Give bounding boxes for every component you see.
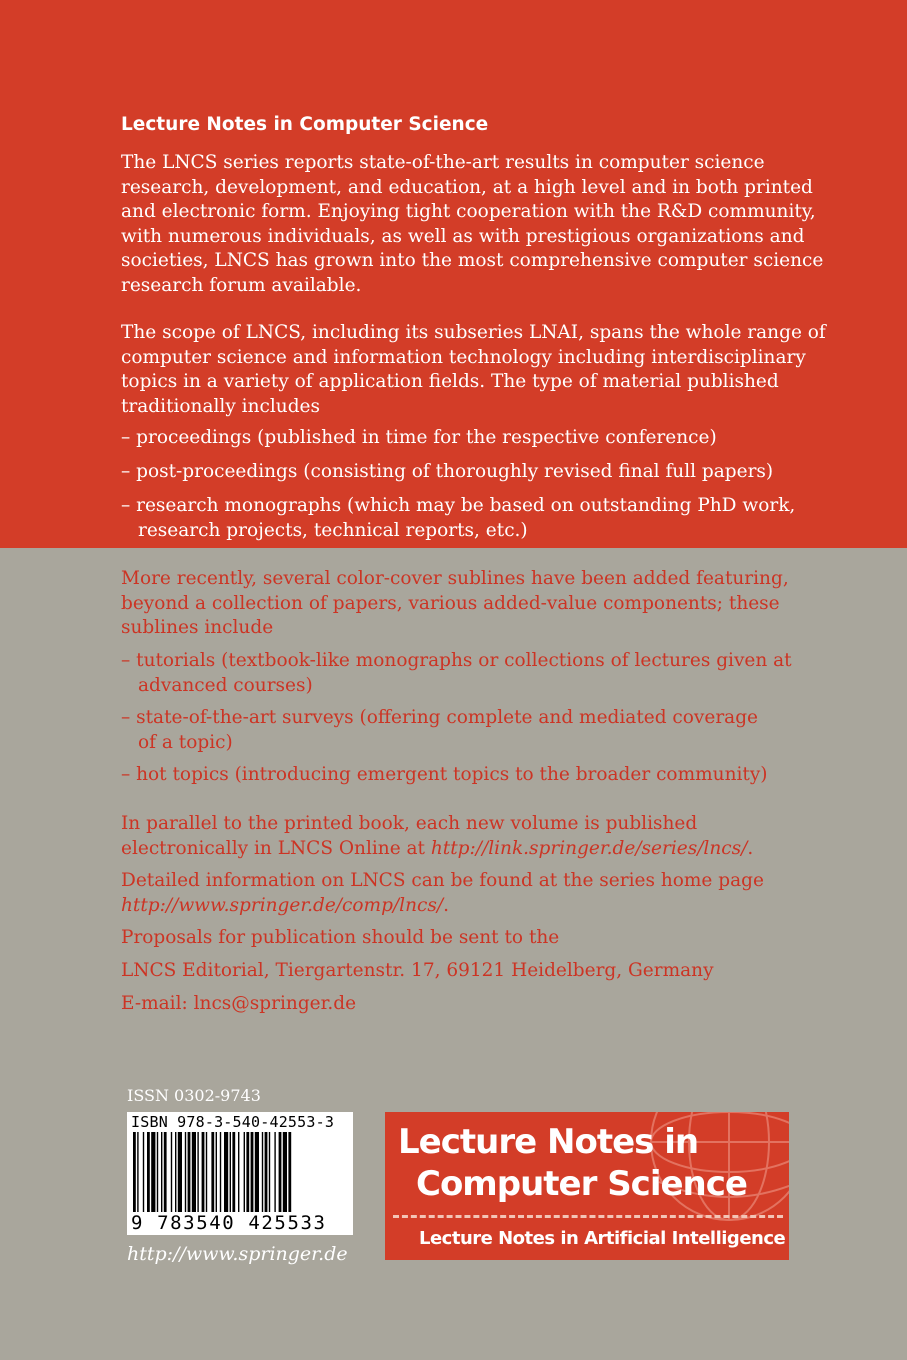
barcode-bar (133, 1132, 136, 1212)
barcode-bar (251, 1132, 254, 1212)
logo-subseries: Lecture Notes in Artificial Intelligence (419, 1228, 786, 1249)
intro-paragraph (121, 151, 824, 298)
scope-line: traditionally includes (121, 395, 320, 417)
barcode-bar (197, 1132, 198, 1212)
barcode-bar (262, 1132, 263, 1212)
online-line: In parallel to the printed book, each new volume is published (121, 813, 698, 834)
barcode-bar (211, 1132, 214, 1212)
online-suffix: . (747, 837, 754, 859)
barcode-bar (255, 1132, 259, 1212)
intro-line: research forum available. (121, 274, 362, 296)
series-heading: Lecture Notes in Computer Science (121, 114, 489, 135)
scope-line: The scope of LNCS, including its subseries LNAI, spans the whole range of (121, 322, 826, 343)
series-homepage-link[interactable]: http://www.springer.de/comp/lncs/ (121, 894, 444, 916)
details-suffix: . (443, 894, 449, 916)
barcode-bar (151, 1132, 155, 1212)
barcode-bar (164, 1132, 167, 1212)
list-line: of a topic) (138, 731, 233, 753)
email-line: E-mail: lncs@springer.de (121, 993, 357, 1014)
barcode-bar (202, 1132, 205, 1212)
intro-line: with numerous individuals, as well as with prestigious organizations and (121, 225, 805, 247)
publisher-url: http://www.springer.de (127, 1243, 348, 1265)
barcode-bar (288, 1132, 291, 1212)
list-line: research projects, technical reports, etc.) (138, 519, 528, 541)
barcode-bar (224, 1132, 228, 1212)
details-line: Detailed information on LNCS can be found at the series home page (121, 870, 764, 891)
sublines-paragraph (121, 567, 801, 641)
barcode-digits: 9 783540 425533 (131, 1212, 327, 1234)
details-line (121, 894, 801, 919)
barcode-bar (246, 1132, 249, 1212)
barcode-bar (274, 1132, 275, 1212)
online-line (121, 837, 801, 862)
barcode-bar (244, 1132, 245, 1212)
list-line: – tutorials (textbook-like monographs or collections of lectures given at (121, 650, 792, 671)
barcode-bar (220, 1132, 221, 1212)
list-line: – research monographs (which may be based on outstanding PhD work, (121, 495, 796, 516)
barcode-bars (131, 1132, 349, 1212)
barcode-bar (279, 1132, 282, 1212)
material-list-item: – post-proceedings (consisting of thoroughly revised final full papers) (121, 461, 774, 482)
barcode-bar (192, 1132, 196, 1212)
scope-line: computer science and information technology including interdisciplinary (121, 346, 806, 368)
barcode-bar (232, 1132, 235, 1212)
logo-title-line2: Computer Science (416, 1164, 747, 1204)
intro-line: The LNCS series reports state-of-the-art results in computer science (121, 152, 765, 173)
subline-list-item (121, 649, 801, 698)
proposals-text: Proposals for publication should be sent to the (121, 927, 560, 948)
barcode-bar (283, 1132, 287, 1212)
list-line: advanced courses) (138, 674, 313, 696)
lncs-series-logo (385, 1112, 789, 1260)
details-paragraph (121, 869, 801, 918)
online-paragraph (121, 812, 801, 861)
intro-line: and electronic form. Enjoying tight cooperation with the R&D community, (121, 201, 816, 222)
subline-list-item (121, 706, 801, 755)
intro-line: societies, LNCS has grown into the most comprehensive computer science (121, 250, 824, 271)
barcode-bar (137, 1132, 138, 1212)
list-line: – state-of-the-art surveys (offering complete and mediated coverage (121, 707, 758, 728)
material-list-item (121, 494, 801, 543)
barcode-bar (178, 1132, 182, 1212)
barcode-bar (157, 1132, 158, 1212)
barcode-bar (188, 1132, 191, 1212)
barcode-bar (269, 1132, 270, 1212)
logo-title-line1: Lecture Notes in (398, 1122, 699, 1162)
intro-line: research, development, and education, at a high level and in both printed (121, 176, 813, 198)
scope-line: topics in a variety of application fields. The type of material published (121, 371, 779, 392)
barcode-bar (265, 1132, 268, 1212)
barcode-bar (171, 1132, 172, 1212)
barcode-bar (161, 1132, 162, 1212)
barcode-bar (206, 1132, 207, 1212)
barcode-bar (147, 1132, 150, 1212)
material-list-item: – proceedings (published in time for the respective conference) (121, 427, 717, 448)
issn-label: ISSN 0302-9743 (127, 1086, 261, 1105)
scope-paragraph (121, 321, 826, 419)
lncs-online-link[interactable]: http://link.springer.de/series/lncs/ (430, 837, 748, 859)
barcode-bar (143, 1132, 144, 1212)
isbn-barcode (127, 1112, 353, 1235)
barcode-bar (230, 1132, 231, 1212)
barcode-bar (175, 1132, 176, 1212)
barcode-bar (238, 1132, 239, 1212)
online-prefix: electronically in LNCS Online at (121, 837, 431, 859)
barcode-bar (185, 1132, 186, 1212)
isbn-label: ISBN 978-3-540-42553-3 (131, 1113, 335, 1131)
subline-list-item: – hot topics (introducing emergent topics to the broader community) (121, 764, 768, 785)
editorial-address: LNCS Editorial, Tiergartenstr. 17, 69121 Heidelberg, Germany (121, 960, 714, 981)
logo-divider (393, 1215, 783, 1218)
barcode-bar (216, 1132, 217, 1212)
sublines-line: More recently, several color-cover sublines have been added featuring, (121, 568, 789, 589)
sublines-line: beyond a collection of papers, various added-value components; these (121, 592, 780, 614)
sublines-line: sublines include (121, 617, 274, 638)
